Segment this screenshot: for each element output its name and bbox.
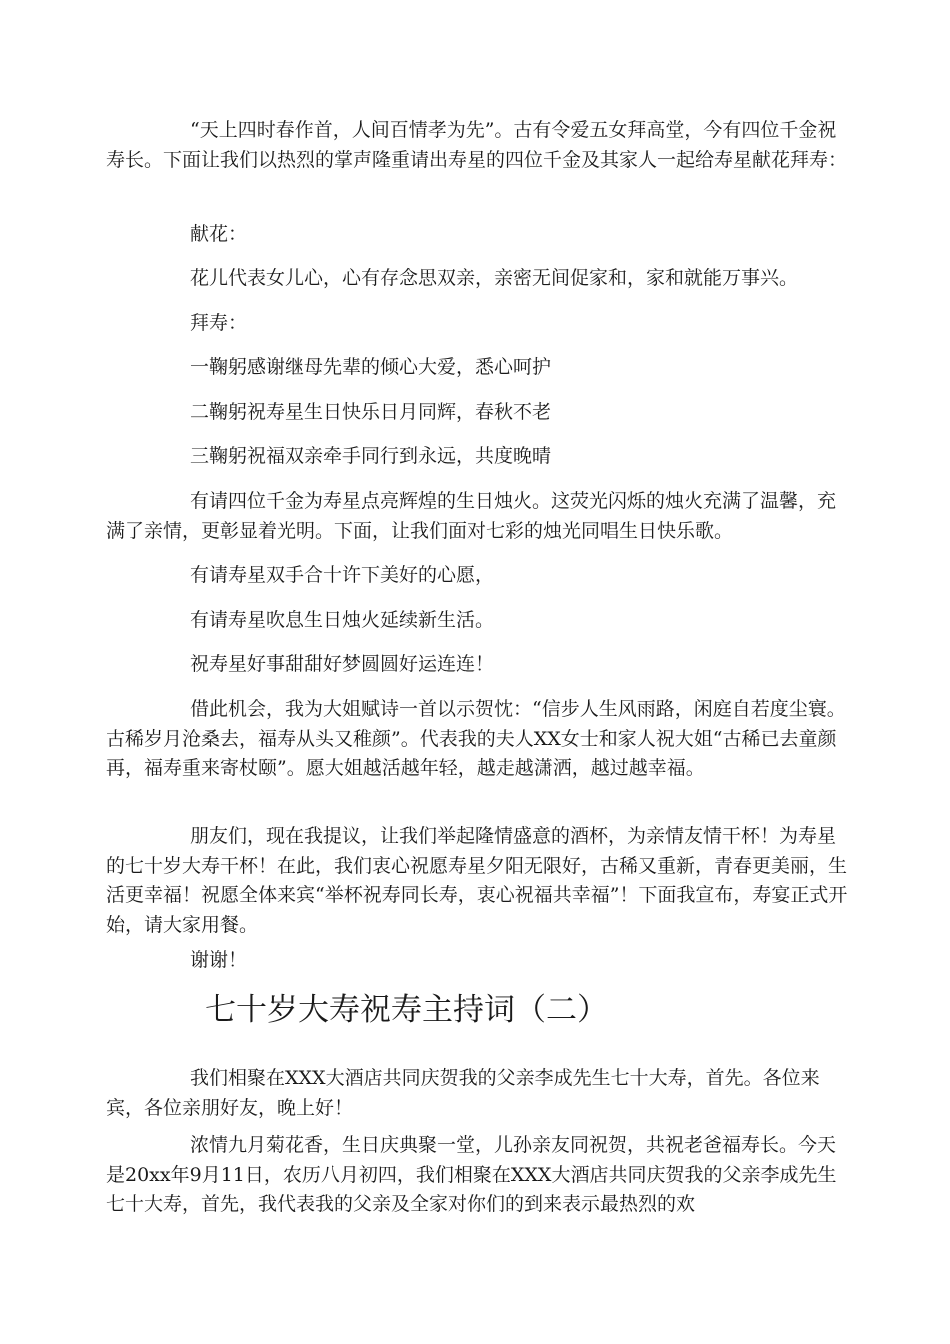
paragraph-thanks: 谢谢！ — [190, 949, 248, 971]
paragraph-section-opening: 浓情九月菊花香，生日庆典聚一堂，儿孙亲友同祝贺，共祝老爸福寿长。今天是20xx年9月11日，农历八月初四，我们相聚在XXX大酒店共同庆贺我的父亲李成先生七十大寿，首先，我代表我的父亲及全家对你们的到来表示最热烈的欢 — [106, 1134, 837, 1215]
paragraph-poem: 借此机会，我为大姐赋诗一首以示贺忱：“信步人生风雨路，闲庭自若度尘寰。古稀岁月沧桑去，福寿从头又稚颜”。代表我的夫人XX女士和家人祝大姐“古稀已去童颜再，福寿重来寄杖颐”。愿大姐越活越年轻，越走越潇洒，越过越幸福。 — [106, 698, 846, 779]
paragraph-candles: 有请四位千金为寿星点亮辉煌的生日烛火。这荧光闪烁的烛火充满了温馨，充满了亲情，更彰显着光明。下面，让我们面对七彩的烛光同唱生日快乐歌。 — [106, 490, 837, 542]
paragraph-present-flowers-label: 献花： — [190, 223, 248, 245]
paragraph-bow-two: 二鞠躬祝寿星生日快乐日月同辉，春秋不老 — [190, 401, 552, 423]
paragraph-bow-one: 一鞠躬感谢继母先辈的倾心大爱，悉心呵护 — [190, 356, 552, 378]
paragraph-section-greeting: 我们相聚在XXX大酒店共同庆贺我的父亲李成先生七十大寿，首先。各位来宾，各位亲朋好友，晚上好！ — [106, 1067, 820, 1119]
paragraph-bow-label: 拜寿： — [190, 312, 248, 334]
paragraph-blessing: 祝寿星好事甜甜好梦圆圆好运连连！ — [190, 653, 495, 675]
paragraph-toast: 朋友们，现在我提议，让我们举起隆情盛意的酒杯，为亲情友情干杯！为寿星的七十岁大寿干杯！在此，我们衷心祝愿寿星夕阳无限好，古稀又重新，青春更美丽，生活更幸福！祝愿全体来宾“举杯祝寿同长寿，衷心祝福共幸福”！下面我宣布，寿宴正式开始，请大家用餐。 — [106, 825, 848, 936]
paragraph-flowers-verse: 花儿代表女儿心，心有存念思双亲，亲密无间促家和，家和就能万事兴。 — [190, 267, 799, 289]
paragraph-wish: 有请寿星双手合十许下美好的心愿， — [190, 564, 495, 586]
paragraph-bow-three: 三鞠躬祝福双亲牵手同行到永远，共度晚晴 — [190, 445, 552, 467]
section-title: 七十岁大寿祝寿主持词（二） — [205, 992, 608, 1028]
paragraph-intro: “天上四时春作首，人间百情孝为先”。古有令爱五女拜高堂，今有四位千金祝寿长。下面让我们以热烈的掌声隆重请出寿星的四位千金及其家人一起给寿星献花拜寿： — [106, 119, 848, 171]
paragraph-blow-candles: 有请寿星吹息生日烛火延续新生活。 — [190, 609, 495, 631]
